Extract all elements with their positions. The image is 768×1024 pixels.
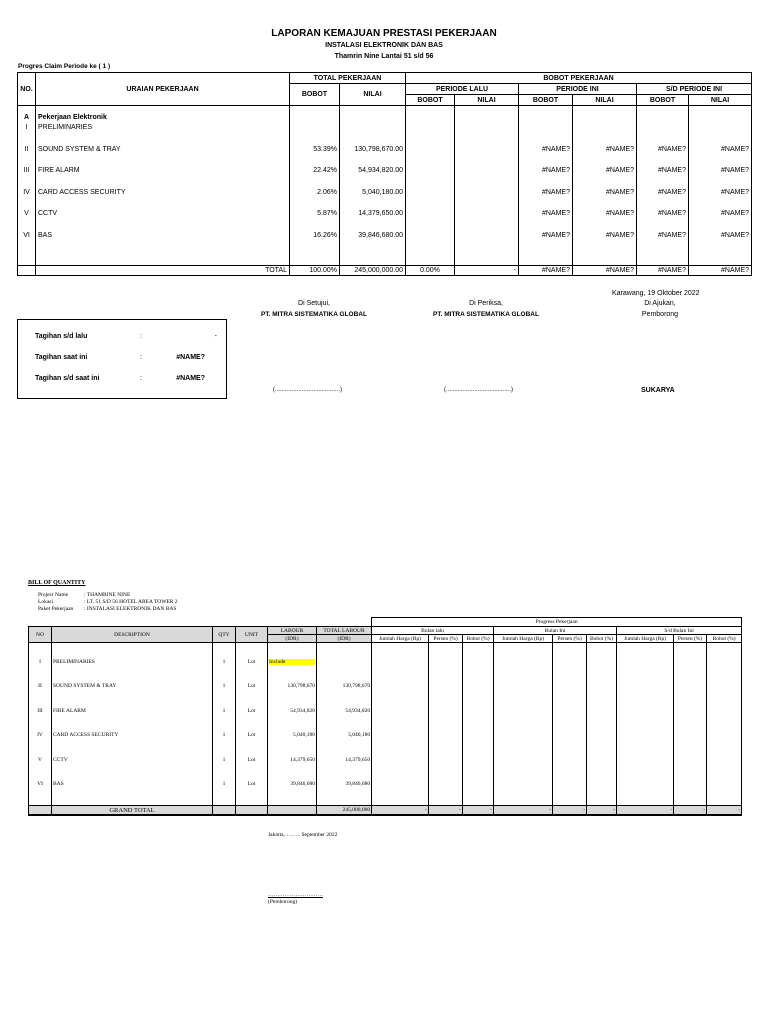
boq-row-no: VI bbox=[37, 780, 43, 787]
boq-row-unit: Lot bbox=[247, 683, 256, 690]
row-sd-nilai: #NAME? bbox=[721, 167, 750, 174]
boq-row-total: 14,379,650 bbox=[345, 756, 371, 763]
boq-row-no: I bbox=[39, 659, 41, 665]
progress-report-table bbox=[17, 72, 752, 276]
boq-location-label: Lokasi bbox=[38, 599, 53, 605]
row-nilai: 54,934,820.00 bbox=[358, 167, 403, 174]
tagihan-box bbox=[17, 319, 227, 399]
header-sd-nilai: NILAI bbox=[689, 95, 752, 106]
boq-project-label: Project Name bbox=[38, 592, 69, 598]
row-pi-bobot: #NAME? bbox=[541, 210, 570, 217]
boq-header-bulan-ini: Bulan Ini bbox=[494, 627, 617, 635]
progress-col bbox=[494, 643, 553, 806]
grand-total-dash: - bbox=[617, 806, 674, 816]
period-label: Progres Claim Periode ke ( 1 ) bbox=[18, 63, 111, 70]
section-no: A bbox=[23, 114, 30, 121]
boq-row-qty: 1 bbox=[222, 683, 226, 690]
row-pi-nilai: #NAME? bbox=[605, 167, 634, 174]
progress-col bbox=[674, 643, 707, 806]
row-name: PRELIMINARIES bbox=[38, 124, 93, 131]
total-nilai: 245,000,000.00 bbox=[340, 266, 406, 276]
boq-footer-date: Jakarta, …….. September 2022 bbox=[268, 832, 338, 838]
boq-header-bobot: Bobot (%) bbox=[587, 635, 617, 643]
row-sd-nilai: #NAME? bbox=[721, 231, 750, 239]
boq-package-label: Paket Pekerjaan bbox=[38, 606, 74, 612]
header-bobot-pekerjaan: BOBOT PEKERJAAN bbox=[406, 73, 752, 84]
row-sd-nilai bbox=[691, 124, 749, 146]
row-name: SOUND SYSTEM & TRAY bbox=[38, 145, 121, 153]
boq-package-value: : INSTALASI ELEKTRONIK DAN BAS bbox=[84, 606, 177, 612]
boq-header-no: NO bbox=[29, 627, 52, 643]
boq-project-value: : THAMRINE NINE bbox=[84, 592, 131, 598]
boq-row-unit: Lot bbox=[247, 780, 256, 787]
row-nilai: 130,798,670.00 bbox=[354, 145, 403, 153]
boq-header-jumlah: Jumlah Harga (Rp) bbox=[494, 635, 553, 643]
boq-row-total: 39,846,680 bbox=[345, 780, 371, 787]
tagihan-label: Tagihan saat ini bbox=[35, 354, 88, 361]
total-pi-nilai: #NAME? bbox=[573, 266, 637, 276]
place-date: Karawang, 19 Oktober 2022 bbox=[612, 290, 700, 297]
row-sd-nilai: #NAME? bbox=[721, 188, 750, 196]
submitted-caption: Di Ajukan, bbox=[644, 300, 676, 307]
boq-row-desc: BAS bbox=[53, 780, 64, 787]
report-subtitle: INSTALASI ELEKTRONIK DAN BAS bbox=[325, 42, 443, 49]
boq-header-total-labour: TOTAL LABOUR bbox=[317, 627, 372, 635]
row-bobot bbox=[292, 124, 337, 146]
total-pl-nilai: - bbox=[455, 266, 519, 276]
boq-header-bulan-lalu: Bulan lalu bbox=[372, 627, 494, 635]
boq-title: BILL OF QUANTITY bbox=[28, 580, 86, 586]
row-no: I bbox=[25, 124, 28, 131]
boq-row-total bbox=[318, 659, 370, 683]
tagihan-colon: : bbox=[140, 354, 142, 361]
row-nilai: 14,379,650.00 bbox=[358, 210, 403, 217]
total-label: TOTAL bbox=[36, 266, 290, 276]
progress-col bbox=[617, 643, 674, 806]
header-sd-bobot: BOBOT bbox=[637, 95, 689, 106]
total-pl-bobot: 0.00% bbox=[406, 266, 455, 276]
row-pi-bobot: #NAME? bbox=[541, 188, 570, 196]
boq-header-persen: Persen (%) bbox=[429, 635, 463, 643]
submitted-role: Pemborong bbox=[641, 311, 679, 318]
tagihan-value: #NAME? bbox=[176, 375, 205, 382]
progress-col bbox=[372, 643, 429, 806]
row-sd-bobot: #NAME? bbox=[657, 167, 686, 174]
row-pi-nilai: #NAME? bbox=[605, 145, 634, 153]
boq-footer-role: (Pemborong) bbox=[268, 899, 298, 905]
grand-total-dash: - bbox=[553, 806, 587, 816]
header-pi-bobot: BOBOT bbox=[519, 95, 573, 106]
row-pi-bobot: #NAME? bbox=[541, 167, 570, 174]
boq-row-total: 54,934,820 bbox=[345, 707, 371, 714]
boq-row-desc: CCTV bbox=[53, 756, 68, 763]
boq-row-labour: 5,040,180 bbox=[293, 732, 315, 739]
boq-info bbox=[38, 592, 178, 613]
boq-header-qty: QTY bbox=[213, 627, 236, 643]
grand-total-label: GRAND TOTAL bbox=[52, 806, 213, 816]
boq-row-desc: CARD ACCESS SECURITY bbox=[53, 732, 119, 739]
boq-header-jumlah: Jumlah Harga (Rp) bbox=[372, 635, 429, 643]
boq-row-qty: 1 bbox=[222, 659, 226, 665]
approved-signature-line: (.......................................) bbox=[273, 387, 343, 393]
row-sd-bobot: #NAME? bbox=[657, 145, 686, 153]
boq-header-jumlah: Jumlah Harga (Rp) bbox=[617, 635, 674, 643]
total-bobot: 100.00% bbox=[290, 266, 340, 276]
checked-caption: Di Periksa, bbox=[469, 300, 503, 307]
progress-col bbox=[587, 643, 617, 806]
boq-row-labour: 130,798,670 bbox=[287, 683, 315, 690]
boq-header-total-labour-idr: (IDR) bbox=[317, 635, 372, 643]
boq-row-total: 5,040,180 bbox=[348, 732, 371, 739]
boq-header-labour-idr: (IDR) bbox=[268, 635, 317, 643]
row-nilai: 39,846,680.00 bbox=[358, 231, 403, 239]
tagihan-value: - bbox=[214, 333, 217, 340]
submitted-name: SUKARYA bbox=[641, 387, 675, 394]
total-sd-nilai: #NAME? bbox=[689, 266, 752, 276]
boq-row-labour-include: Include bbox=[269, 659, 315, 665]
boq-header-sd-bulan-ini: S/d Bulan Ini bbox=[617, 627, 742, 635]
grand-total-dash: - bbox=[587, 806, 617, 816]
row-nilai bbox=[342, 124, 403, 146]
row-sd-bobot bbox=[639, 124, 686, 146]
grand-total-dash: - bbox=[707, 806, 742, 816]
tagihan-value: #NAME? bbox=[176, 354, 205, 361]
grand-total-dash: - bbox=[494, 806, 553, 816]
row-pi-nilai bbox=[575, 124, 634, 146]
boq-row-no: III bbox=[37, 707, 43, 714]
boq-row-unit: Lot bbox=[247, 707, 256, 714]
row-nilai: 5,040,180.00 bbox=[362, 188, 403, 196]
row-no: VI bbox=[23, 231, 30, 239]
row-bobot: 53.39% bbox=[313, 145, 337, 153]
row-bobot: 5.87% bbox=[317, 210, 337, 217]
row-bobot: 2.06% bbox=[317, 188, 337, 196]
boq-row-desc: SOUND SYSTEM & TRAY bbox=[53, 683, 117, 690]
row-name: CCTV bbox=[38, 210, 58, 217]
approved-caption: Di Setujui, bbox=[298, 300, 330, 307]
row-no: III bbox=[23, 167, 30, 174]
progress-col bbox=[707, 643, 742, 806]
boq-row-total: 130,798,670 bbox=[342, 683, 371, 690]
row-sd-bobot: #NAME? bbox=[657, 231, 686, 239]
section-name: Pekerjaan Elektronik bbox=[38, 114, 107, 121]
row-bobot: 22.42% bbox=[313, 167, 337, 174]
row-pi-nilai: #NAME? bbox=[605, 210, 634, 217]
boq-row-no: IV bbox=[37, 732, 43, 739]
tagihan-label: Tagihan s/d lalu bbox=[35, 333, 88, 340]
checked-signature-line: (.......................................) bbox=[444, 387, 514, 393]
boq-row-labour: 39,846,680 bbox=[290, 780, 315, 787]
row-name: BAS bbox=[38, 231, 53, 239]
grand-total-value: 245,000,000 bbox=[317, 806, 372, 816]
grand-total-dash: - bbox=[463, 806, 494, 816]
approved-company: PT. MITRA SISTEMATIKA GLOBAL bbox=[261, 311, 367, 318]
boq-header-labour: LABOUR bbox=[268, 627, 317, 635]
boq-header-bobot: Bobot (%) bbox=[463, 635, 494, 643]
grand-total-dash: - bbox=[372, 806, 429, 816]
tagihan-colon: : bbox=[140, 333, 142, 340]
boq-header-persen: Persen (%) bbox=[674, 635, 707, 643]
row-pi-bobot bbox=[521, 124, 570, 146]
tagihan-colon: : bbox=[140, 375, 142, 382]
total-pi-bobot: #NAME? bbox=[519, 266, 573, 276]
header-total-bobot: BOBOT bbox=[290, 84, 340, 106]
header-periode-lalu: PERIODE LALU bbox=[406, 84, 519, 95]
header-pl-nilai: NILAI bbox=[455, 95, 519, 106]
row-sd-nilai: #NAME? bbox=[721, 145, 750, 153]
grand-total-dash: - bbox=[674, 806, 707, 816]
progress-col bbox=[463, 643, 494, 806]
row-no: V bbox=[24, 210, 29, 217]
header-pi-nilai: NILAI bbox=[573, 95, 637, 106]
boq-location-value: : LT. 51 S/D 56 HOTEL AREA TOWER 2 bbox=[84, 599, 178, 605]
boq-table bbox=[28, 617, 742, 816]
row-pi-nilai: #NAME? bbox=[605, 188, 634, 196]
checked-company: PT. MITRA SISTEMATIKA GLOBAL bbox=[433, 311, 539, 318]
boq-header-unit: UNIT bbox=[236, 627, 268, 643]
row-pi-bobot: #NAME? bbox=[541, 231, 570, 239]
boq-header-bobot: Bobot (%) bbox=[707, 635, 742, 643]
row-name: CARD ACCESS SECURITY bbox=[38, 188, 126, 196]
grand-total-dash: - bbox=[429, 806, 463, 816]
boq-row-unit: Lot bbox=[247, 659, 256, 665]
header-sd-periode-ini: S/D PERIODE INI bbox=[637, 84, 752, 95]
boq-row-unit: Lot bbox=[247, 756, 256, 763]
boq-row-desc: FIRE ALARM bbox=[53, 707, 86, 714]
row-bobot: 16.26% bbox=[313, 231, 337, 239]
tagihan-label: Tagihan s/d saat ini bbox=[35, 375, 100, 382]
total-sd-bobot: #NAME? bbox=[637, 266, 689, 276]
boq-header-persen: Persen (%) bbox=[553, 635, 587, 643]
header-no: NO. bbox=[18, 73, 36, 106]
pl-bobot-col bbox=[406, 106, 455, 266]
row-sd-bobot: #NAME? bbox=[657, 188, 686, 196]
row-sd-nilai: #NAME? bbox=[721, 210, 750, 217]
boq-row-unit: Lot bbox=[247, 732, 256, 739]
row-sd-bobot: #NAME? bbox=[657, 210, 686, 217]
boq-row-labour: 14,379,650 bbox=[290, 756, 315, 763]
row-no: IV bbox=[23, 188, 30, 196]
boq-row-desc: PRELIMINARIES bbox=[53, 659, 95, 665]
header-total-pekerjaan: TOTAL PEKERJAAN bbox=[290, 73, 406, 84]
row-pi-bobot: #NAME? bbox=[541, 145, 570, 153]
header-uraian: URAIAN PEKERJAAN bbox=[36, 73, 290, 106]
boq-row-qty: 1 bbox=[222, 707, 226, 714]
boq-footer-signature-line: ………………………… bbox=[268, 892, 323, 898]
header-periode-ini: PERIODE INI bbox=[519, 84, 637, 95]
boq-header-description: DESCRIPTION bbox=[52, 627, 213, 643]
row-pi-nilai: #NAME? bbox=[605, 231, 634, 239]
boq-row-qty: 1 bbox=[222, 732, 226, 739]
row-name: FIRE ALARM bbox=[38, 167, 80, 174]
progress-col bbox=[553, 643, 587, 806]
header-total-nilai: NILAI bbox=[340, 84, 406, 106]
boq-row-qty: 1 bbox=[222, 756, 226, 763]
report-title: LAPORAN KEMAJUAN PRESTASI PEKERJAAN bbox=[271, 28, 497, 39]
row-no: II bbox=[24, 145, 29, 153]
pl-nilai-col bbox=[455, 106, 519, 266]
boq-row-no: II bbox=[38, 683, 42, 690]
boq-row-labour: 54,934,820 bbox=[290, 707, 315, 714]
boq-row-qty: 1 bbox=[222, 780, 226, 787]
boq-row-no: V bbox=[38, 756, 42, 763]
progress-col bbox=[429, 643, 463, 806]
boq-header-progress: Progress Pekerjaan bbox=[372, 618, 742, 627]
header-pl-bobot: BOBOT bbox=[406, 95, 455, 106]
report-location: Thamrin Nine Lantai 51 s/d 56 bbox=[334, 53, 434, 60]
